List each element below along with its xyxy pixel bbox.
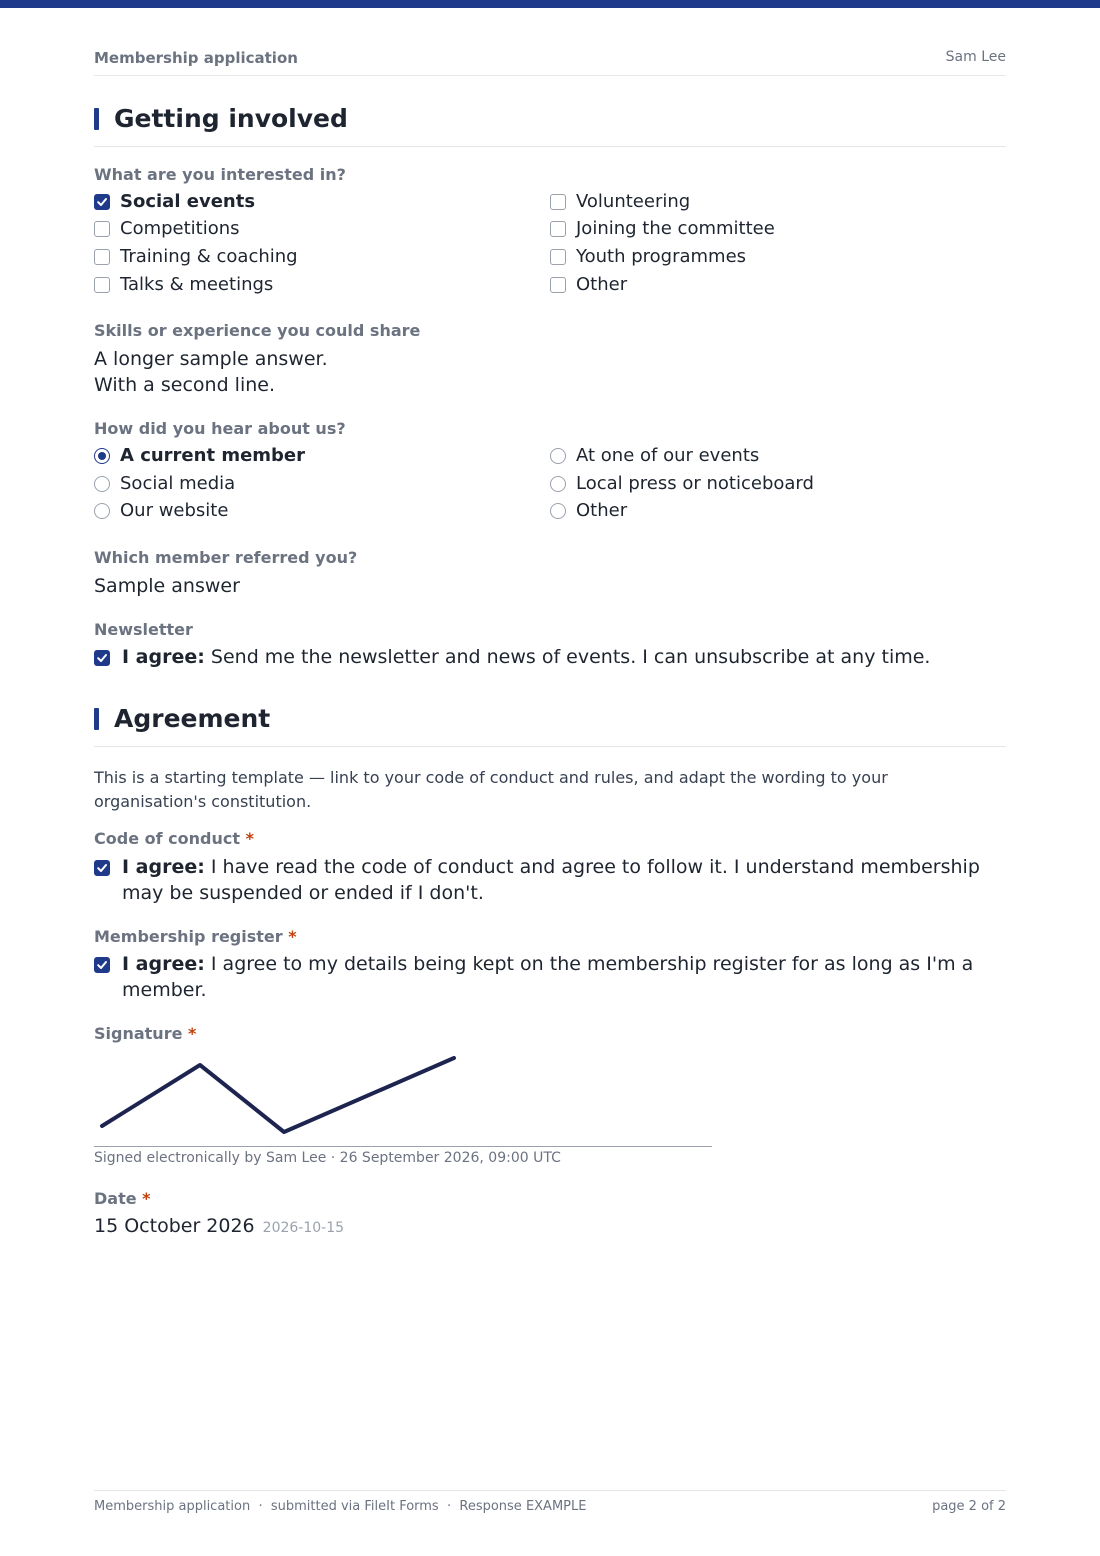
- checkbox-checked-icon: [94, 860, 110, 876]
- agree-prefix: I agree:: [122, 646, 205, 668]
- option-label: Youth programmes: [576, 246, 747, 267]
- option-label: Training & coaching: [120, 246, 298, 267]
- checkbox-checked-icon: [94, 650, 110, 666]
- top-accent-bar: [0, 0, 1100, 8]
- question-label-heard: How did you hear about us?: [94, 419, 346, 438]
- membership-register-consent[interactable]: [94, 951, 1006, 1003]
- question-label-referrer: Which member referred you?: [94, 548, 358, 567]
- respondent-name: Sam Lee: [945, 49, 1006, 65]
- code-of-conduct-consent[interactable]: [94, 854, 1006, 906]
- consent-text: [122, 854, 1002, 906]
- checkbox-unchecked-icon: [94, 249, 110, 265]
- section-title: Agreement: [114, 704, 271, 733]
- required-mark: *: [188, 1024, 197, 1043]
- question-label-code-of-conduct: Code of conduct *: [94, 829, 254, 848]
- checkbox-unchecked-icon: [550, 194, 566, 210]
- date-value: 15 October 2026: [94, 1215, 255, 1237]
- agree-prefix: I agree:: [122, 856, 205, 878]
- question-label-signature: Signature *: [94, 1024, 197, 1043]
- form-title: Membership application: [94, 49, 298, 67]
- consent-text: [122, 644, 1002, 670]
- option-label: A current member: [120, 445, 306, 466]
- page-number: page 2 of 2: [932, 1499, 1006, 1514]
- section-heading-agreement: [94, 704, 1006, 747]
- section-accent-bar: [94, 108, 99, 130]
- option-label: Social media: [120, 473, 236, 494]
- option-label: Competitions: [120, 218, 240, 239]
- option-label: Local press or noticeboard: [576, 473, 814, 494]
- required-mark: *: [142, 1189, 151, 1208]
- skills-answer-line-2: With a second line.: [94, 374, 275, 396]
- checkbox-checked-icon: [94, 194, 110, 210]
- option-label: Social events: [120, 191, 256, 212]
- skills-answer-line-1: A longer sample answer.: [94, 348, 328, 370]
- running-header: [94, 49, 1006, 76]
- radio-unselected-icon: [550, 476, 566, 492]
- footer-info: Membership application · submitted via FileIt Forms · Response EXAMPLE: [94, 1499, 587, 1514]
- referrer-answer: Sample answer: [94, 575, 240, 597]
- question-label-membership-register: Membership register *: [94, 927, 297, 946]
- date-answer: [94, 1213, 344, 1239]
- radio-unselected-icon: [550, 503, 566, 519]
- consent-statement: I have read the code of conduct and agree to follow it. I understand membership may be suspended or ended if I don't.: [122, 856, 980, 904]
- option-label: At one of our events: [576, 445, 760, 466]
- checkbox-unchecked-icon: [550, 221, 566, 237]
- option-label: Joining the committee: [576, 218, 775, 239]
- agreement-intro: This is a starting template — link to your code of conduct and rules, and adapt the wording to your organisation's constitution.: [94, 768, 888, 811]
- checkbox-checked-icon: [94, 957, 110, 973]
- date-iso-value: 2026-10-15: [262, 1220, 345, 1236]
- checkbox-unchecked-icon: [550, 249, 566, 265]
- question-label-interests: What are you interested in?: [94, 165, 346, 184]
- option-label: Other: [576, 274, 628, 295]
- consent-text: [122, 951, 1002, 1003]
- signature-drawing: [94, 1050, 712, 1146]
- section-title: Getting involved: [114, 104, 348, 133]
- radio-unselected-icon: [94, 476, 110, 492]
- question-label-date: Date *: [94, 1189, 151, 1208]
- required-mark: *: [288, 927, 297, 946]
- checkbox-unchecked-icon: [94, 221, 110, 237]
- consent-statement: I agree to my details being kept on the membership register for as long as I'm a member.: [122, 953, 974, 1001]
- section-accent-bar: [94, 708, 99, 730]
- radio-unselected-icon: [550, 448, 566, 464]
- radio-unselected-icon: [94, 503, 110, 519]
- question-label-skills: Skills or experience you could share: [94, 321, 421, 340]
- agree-prefix: I agree:: [122, 953, 205, 975]
- checkbox-unchecked-icon: [550, 277, 566, 293]
- consent-statement: Send me the newsletter and news of events. I can unsubscribe at any time.: [210, 646, 931, 668]
- option-label: Volunteering: [576, 191, 691, 212]
- option-label: Our website: [120, 500, 229, 521]
- signature-caption: Signed electronically by Sam Lee · 26 September 2026, 09:00 UTC: [94, 1150, 561, 1166]
- page-footer: [94, 1490, 1006, 1521]
- signature-pad[interactable]: [94, 1050, 712, 1147]
- radio-selected-icon: [94, 448, 110, 464]
- option-label: Other: [576, 500, 628, 521]
- checkbox-unchecked-icon: [94, 277, 110, 293]
- question-label-newsletter: Newsletter: [94, 620, 193, 639]
- section-heading-getting-involved: [94, 104, 1006, 147]
- newsletter-consent[interactable]: [94, 644, 1006, 670]
- required-mark: *: [245, 829, 254, 848]
- option-label: Talks & meetings: [120, 274, 274, 295]
